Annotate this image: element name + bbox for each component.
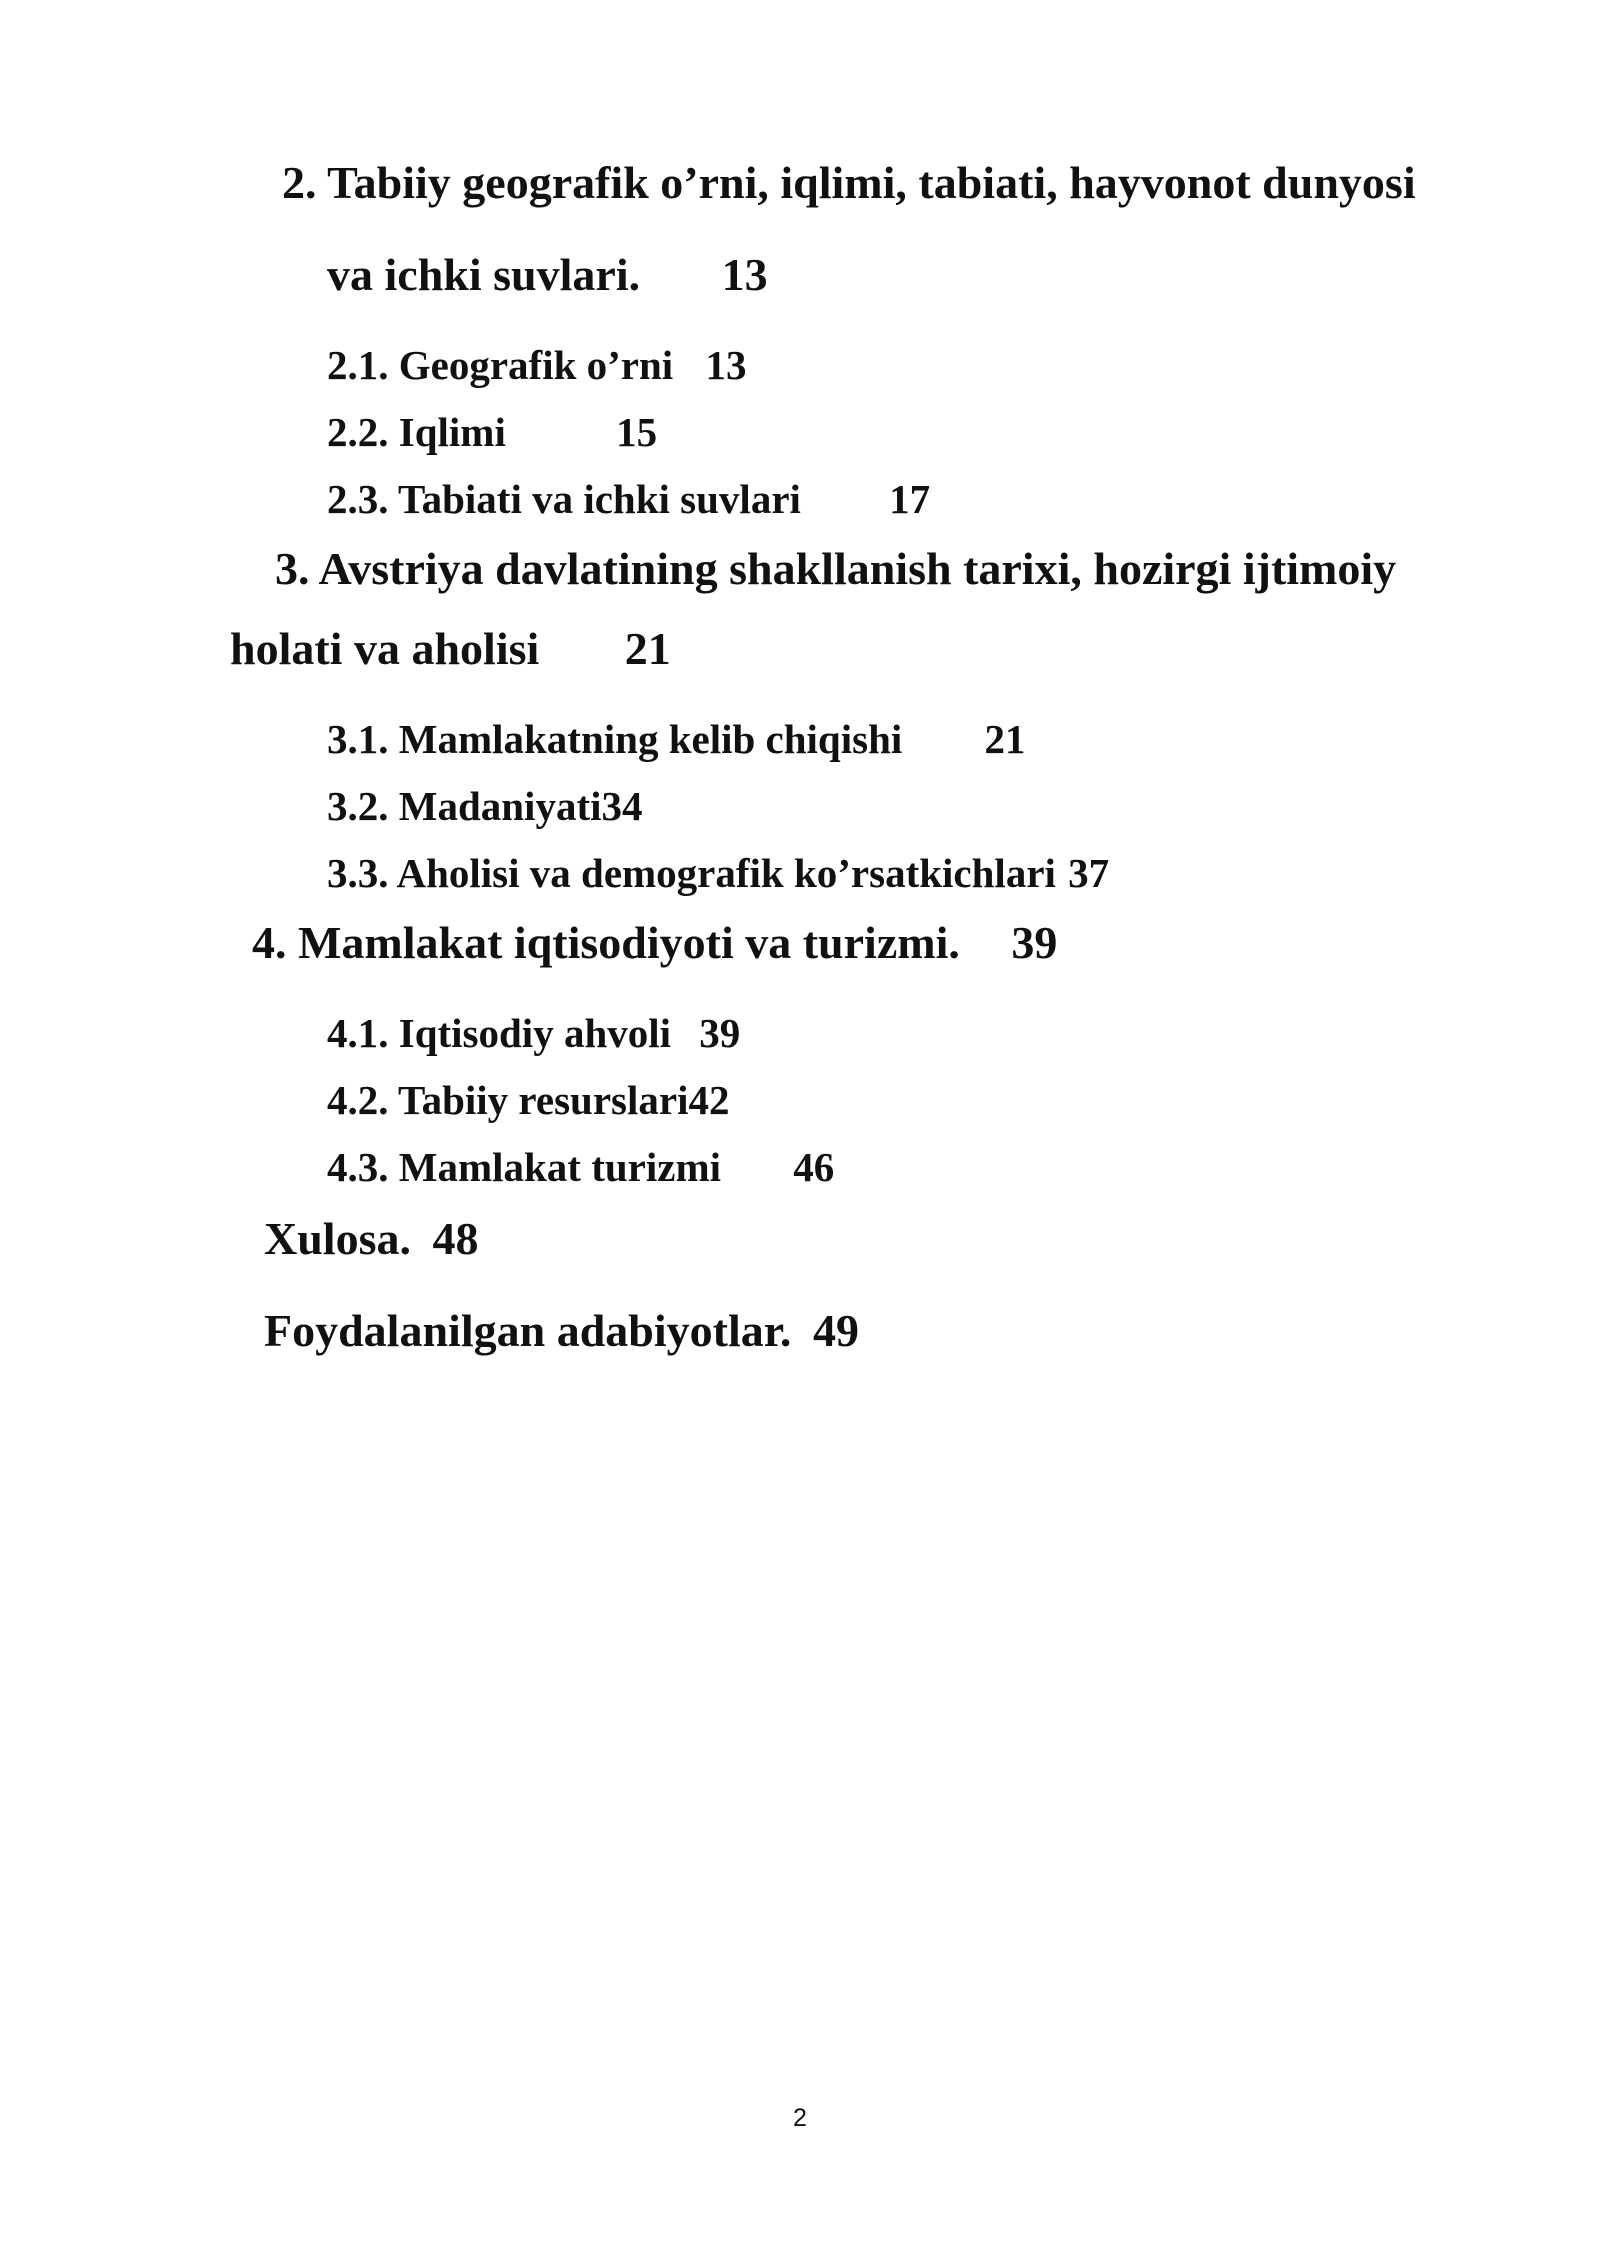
- toc-page-number: 48: [432, 1213, 479, 1264]
- toc-entry-4-1: [327, 1010, 741, 1056]
- toc-page-number: 42: [688, 1077, 730, 1123]
- toc-entry-title: 4.2. Tabiiy resurslari: [327, 1077, 689, 1123]
- toc-entry-conclusion: [264, 1213, 479, 1264]
- toc-page-number: 39: [699, 1010, 741, 1056]
- toc-entry-3-line2: [230, 623, 671, 674]
- toc-entry-3-line1: [275, 543, 1397, 594]
- toc-entry-title: 3.3. Aholisi va demografik ko’rsatkichlari: [327, 850, 1056, 896]
- toc-entry-4: [252, 917, 1058, 968]
- toc-page-number: 13: [721, 249, 768, 300]
- toc-entry-title: holati va aholisi: [230, 623, 540, 674]
- toc-page-number: 13: [705, 342, 747, 388]
- toc-entry-2-3: [327, 476, 931, 522]
- toc-entry-2-line1: [282, 157, 1416, 208]
- toc-entry-4-3: [327, 1144, 835, 1190]
- toc-entry-title: 2.3. Tabiati va ichki suvlari: [327, 476, 801, 522]
- page-number: 2: [793, 2104, 807, 2132]
- toc-entry-title: 3.2. Madaniyati: [327, 783, 602, 829]
- toc-page-number: 21: [624, 623, 671, 674]
- toc-entry-title: 4.1. Iqtisodiy ahvoli: [327, 1010, 672, 1056]
- toc-entry-2-1: [327, 342, 747, 388]
- toc-page-number: 17: [889, 476, 931, 522]
- toc-entry-4-2: [327, 1077, 730, 1123]
- toc-entry-title: 2.2. Iqlimi: [327, 409, 506, 455]
- toc-entry-title: Foydalanilgan adabiyotlar.: [264, 1305, 792, 1356]
- toc-entry-title: 2.1. Geografik o’rni: [327, 342, 674, 388]
- toc-entry-title: 3. Avstriya davlatining shakllanish tarixi, hozirgi ijtimoiy: [275, 543, 1397, 594]
- toc-entry-3-2: [327, 783, 643, 829]
- toc-page-number: 21: [984, 716, 1026, 762]
- toc-entry-2-2: [327, 409, 658, 455]
- toc-entry-title: va ichki suvlari.: [327, 249, 641, 300]
- toc-entry-3-1: [327, 716, 1026, 762]
- toc-entry-title: 3.1. Mamlakatning kelib chiqishi: [327, 716, 903, 762]
- toc-page-number: 34: [601, 783, 643, 829]
- toc-page-number: 39: [1011, 917, 1058, 968]
- toc-entry-title: Xulosa.: [264, 1213, 411, 1264]
- toc-page-number: 37: [1068, 850, 1110, 896]
- toc-page-number: 49: [812, 1305, 859, 1356]
- toc-entry-3-3: [327, 850, 1110, 896]
- toc-entry-title: 2. Tabiiy geografik o’rni, iqlimi, tabiati, hayvonot dunyosi: [282, 157, 1416, 208]
- toc-page-number: 46: [793, 1144, 835, 1190]
- toc-entry-title: 4.3. Mamlakat turizmi: [327, 1144, 721, 1190]
- toc-entry-references: [264, 1305, 859, 1356]
- toc-page-number: 15: [616, 409, 658, 455]
- toc-entry-2-line2: [327, 249, 768, 300]
- toc-entry-title: 4. Mamlakat iqtisodiyoti va turizmi.: [252, 917, 960, 968]
